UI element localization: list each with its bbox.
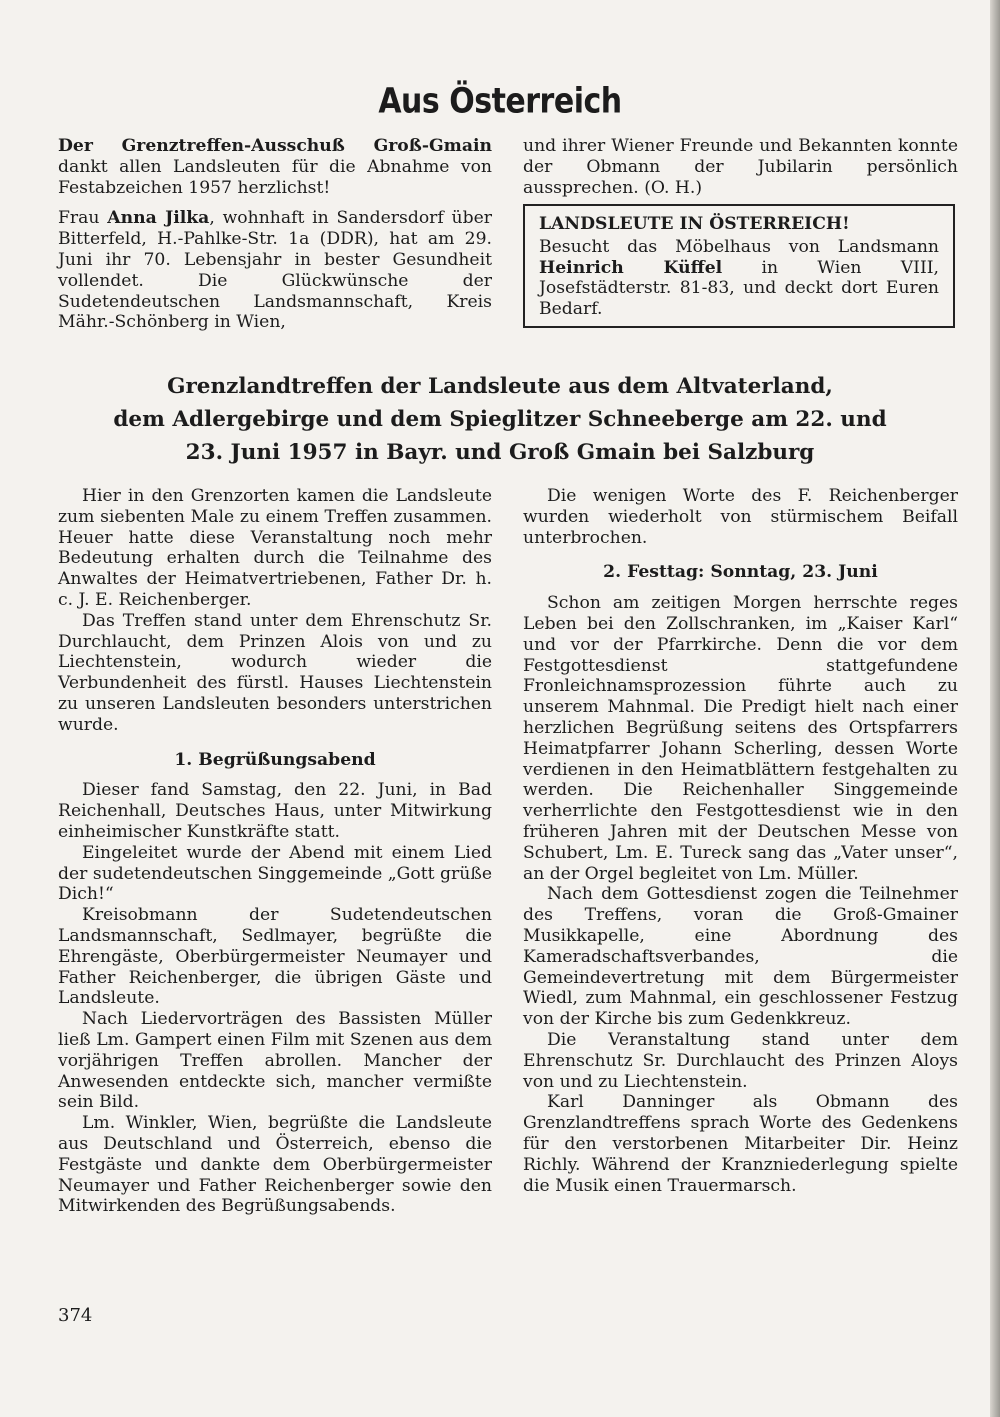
top-right-column bbox=[523, 136, 958, 208]
birthday-name: Anna Jilka bbox=[107, 208, 210, 229]
article-right-column bbox=[523, 486, 958, 1196]
paragraph: Nach Liedervorträgen des Bassisten Müller ließ Lm. Gampert einen Film mit Szenen aus dem vorjährigen Treffen abrollen. Mancher der Anwesenden entdeckte sich, mancher vermißte sein Bild. bbox=[58, 1009, 492, 1113]
advertisement-lead: Besucht das Möbelhaus von Landsmann bbox=[539, 236, 939, 257]
paragraph: Das Treffen stand unter dem Ehrenschutz Sr. Durchlaucht, dem Prinzen Alois von und zu Liechtenstein, wodurch wieder die Verbundenheit des fürstl. Hauses Liechtenstein zu unseren Landsleuten besonders unterstrichen wurde. bbox=[58, 610, 492, 735]
paragraph: Die wenigen Worte des F. Reichenberger wurden wiederholt von stürmischem Beifall unterbrochen. bbox=[523, 486, 958, 548]
headline-line-2: dem Adlergebirge und dem Spieglitzer Schneeberge am 22. und bbox=[113, 407, 887, 432]
paragraph: Lm. Winkler, Wien, begrüßte die Landsleute aus Deutschland und Österreich, ebenso die Festgäste und dankte dem Oberbürgermeister Neumayer und Father Reichenberger sowie den Mitwirkenden des Begrüßungsabends. bbox=[58, 1113, 492, 1217]
advertisement-rest: in Wien VIII, Josefstädterstr. 81-83, und deckt dort Euren Bedarf. bbox=[539, 257, 940, 320]
section-heading-second-day: 2. Festtag: Sonntag, 23. Juni bbox=[603, 562, 878, 583]
top-left-column bbox=[58, 136, 492, 343]
advertisement-text bbox=[539, 237, 939, 320]
advertisement-title: LANDSLEUTE IN ÖSTERREICH! bbox=[539, 214, 850, 234]
article-left-column bbox=[58, 486, 492, 1217]
section-heading-welcome-evening: 1. Begrüßungsabend bbox=[174, 749, 376, 770]
article-headline bbox=[40, 370, 960, 469]
paragraph: Dieser fand Samstag, den 22. Juni, in Bad Reichenhall, Deutsches Haus, unter Mitwirkung einheimischer Kunstkräfte statt. bbox=[58, 780, 492, 842]
paragraph: Die Veranstaltung stand unter dem Ehrenschutz Sr. Durchlaucht des Prinzen Aloys von und zu Liechtenstein. bbox=[523, 1029, 958, 1092]
paragraph: Karl Danninger als Obmann des Grenzlandtreffens sprach Worte des Gedenkens für den verstorbenen Mitarbeiter Dir. Heinz Richly. Während der Kranzniederlegung spielte die Musik einen Trauermarsch. bbox=[523, 1092, 958, 1196]
paragraph: Schon am zeitigen Morgen herrschte reges Leben bei den Zollschranken, im „Kaiser Karl“ und vor der Pfarrkirche. Denn die vor dem Festgottesdienst stattgefundene Fronleichnamsprozession führte auch zu unserem Mahnmal. Die Predigt hielt nach einer herzlichen Begrüßung seitens des Ortspfarrers Heimatpfarrer Johann Scherling, dessen Worte verdienen in den Heimatblättern festgehalten zu werden. Die Reichenhaller Singgemeinde verherrlichte den Festgottesdienst wie in den früheren Jahren mit der Deutschen Messe von Schubert, Lm. E. Tureck sang das „Vater unser“, an der Orgel begleitet von Lm. Müller. bbox=[523, 593, 958, 884]
headline-line-1: Grenzlandtreffen der Landsleute aus dem Altvaterland, bbox=[167, 374, 833, 399]
paragraph: Hier in den Grenzorten kamen die Landsleute zum siebenten Male zu einem Treffen zusammen. Heuer hatte diese Veranstaltung noch mehr Bedeutung erhalten durch die Teilnahme des Anwaltes der Heimatvertriebenen, Father Dr. h. c. J. E. Reichenberger. bbox=[58, 486, 492, 610]
paragraph: Kreisobmann der Sudetendeutschen Landsmannschaft, Sedlmayer, begrüßte die Ehrengäste, Oberbürgermeister Neumayer und Father Reichenberger, die übrigen Gäste und Landsleute. bbox=[58, 905, 492, 1009]
page-number: 374 bbox=[58, 1305, 93, 1326]
advertisement-box bbox=[523, 204, 955, 328]
birthday-text: , wohnhaft in Sandersdorf über Bitterfeld, H.-Pahlke-Str. 1a (DDR), hat am 29. Juni ihr 70. Lebensjahr in bester Gesundheit vollendet. Die Glückwünsche der Sudetendeutschen Landsmannschaft, Kreis Mähr.-Schönberg in Wien, bbox=[58, 208, 493, 333]
thanks-notice-bold: Der Grenztreffen-Ausschuß Groß-Gmain bbox=[58, 136, 492, 156]
page-title: Aus Österreich bbox=[378, 81, 622, 122]
birthday-continued: und ihrer Wiener Freunde und Bekannten konnte der Obmann der Jubilarin persönlich aussprechen. (O. H.) bbox=[523, 136, 958, 198]
thanks-notice bbox=[58, 136, 492, 198]
paragraph: Nach dem Gottesdienst zogen die Teilnehmer des Treffens, voran die Groß-Gmainer Musikkapelle, eine Abordnung des Kameradschaftsverbandes, die Gemeindevertretung mit dem Bürgermeister Wiedl, zum Mahnmal, ein geschlossener Festzug von der Kirche bis zum Gedenkkreuz. bbox=[523, 884, 958, 1030]
birthday-lead: Frau bbox=[58, 208, 100, 229]
birthday-notice bbox=[58, 208, 492, 333]
paragraph: Eingeleitet wurde der Abend mit einem Lied der sudetendeutschen Singgemeinde „Gott grüße Dich!“ bbox=[58, 842, 492, 905]
thanks-notice-text: dankt allen Landsleuten für die Abnahme von Festabzeichen 1957 herzlichst! bbox=[58, 156, 492, 198]
headline-line-3: 23. Juni 1957 in Bayr. und Groß Gmain bei Salzburg bbox=[185, 440, 815, 465]
page-edge-shadow bbox=[990, 0, 1000, 1417]
advertisement-name: Heinrich Küffel bbox=[539, 257, 723, 278]
